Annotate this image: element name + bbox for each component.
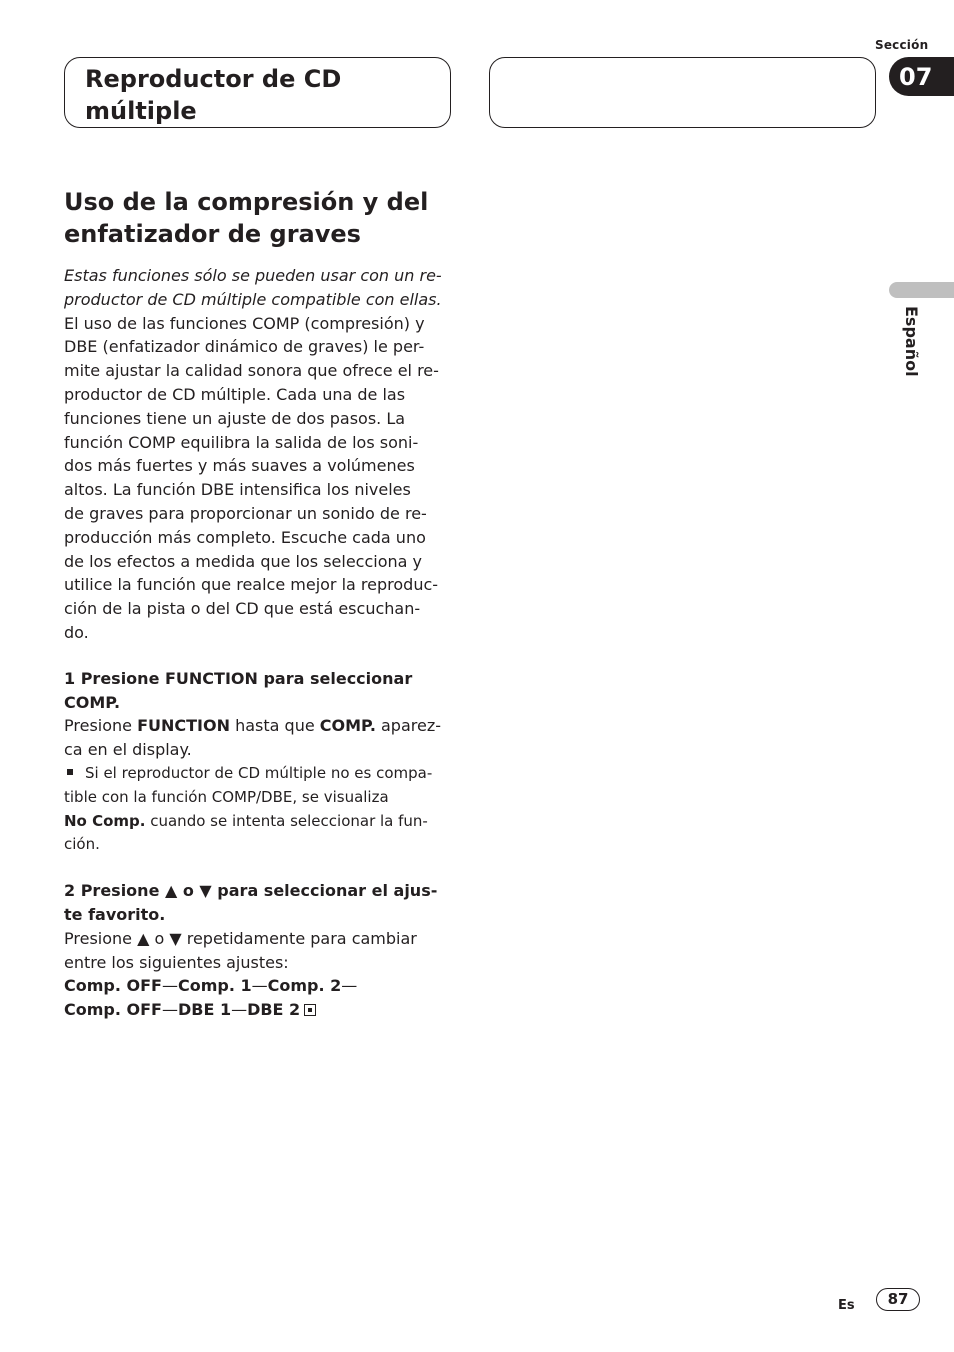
language-tab-marker [889, 282, 954, 298]
body-line: productor de CD múltiple. Cada una de las [64, 384, 406, 404]
page-heading: Uso de la compresión y del enfatizador de graves [64, 188, 429, 248]
step-2-text: Presione ▲ o ▼ repetidamente para cambiar entre los siguientes ajustes: [64, 928, 417, 972]
body-line: ción de la pista o del CD que está escuchan- [64, 599, 421, 619]
body-line: DBE (enfatizador dinámico de graves) le per- [64, 337, 425, 357]
body-line: función COMP equilibra la salida de los soni- [64, 432, 419, 452]
body-line: de graves para proporcionar un sonido de re- [64, 503, 427, 523]
body-line: funciones tiene un ajuste de dos pasos. La [64, 408, 406, 428]
page-number: 87 [876, 1288, 920, 1311]
body-line: mite ajustar la calidad sonora que ofrece el re- [64, 361, 439, 381]
step-1-text: Presione FUNCTION hasta que COMP. aparez- ca en el display. [64, 716, 441, 760]
step-1-note: Si el reproductor de CD múltiple no es compa- tible con la función COMP/DBE, se visualiza No Comp. cuando se intenta seleccionar la fun- ción. [64, 763, 433, 854]
section-number-badge: 07 [889, 57, 954, 96]
body-paragraph [64, 312, 456, 645]
body-line: utilice la función que realce mejor la reproduc- [64, 575, 439, 595]
body-line: altos. La función DBE intensifica los niveles [64, 480, 411, 500]
empty-header-box [489, 57, 876, 128]
intro-text: Estas funciones sólo se pueden usar con un re- productor de CD múltiple compatible con ellas. [64, 266, 442, 309]
body-line: de los efectos a medida que los selecciona y [64, 551, 422, 571]
chapter-title: Reproductor de CD múltiple [85, 65, 342, 125]
step-1-title: 1 Presione FUNCTION para seleccionar COMP. [64, 668, 413, 712]
body-line: El uso de las funciones COMP (compresión) y [64, 313, 425, 333]
step-2-title: 2 Presione ▲ o ▼ para seleccionar el ajus- te favorito. [64, 881, 438, 924]
section-label: Sección [875, 38, 929, 52]
body-line: do. [64, 622, 89, 642]
side-language-label: Español [902, 306, 921, 377]
note-bullet-icon [67, 769, 73, 775]
settings-sequence: Comp. OFF—Comp. 1—Comp. 2— Comp. OFF—DBE 1—DBE 2 [64, 976, 358, 1020]
main-content [64, 186, 456, 1022]
end-of-section-icon [304, 1004, 316, 1016]
body-line: dos más fuertes y más suaves a volúmenes [64, 456, 415, 476]
footer-language-code: Es [838, 1298, 855, 1313]
body-line: producción más completo. Escuche cada uno [64, 527, 426, 547]
chapter-title-box [64, 57, 451, 128]
